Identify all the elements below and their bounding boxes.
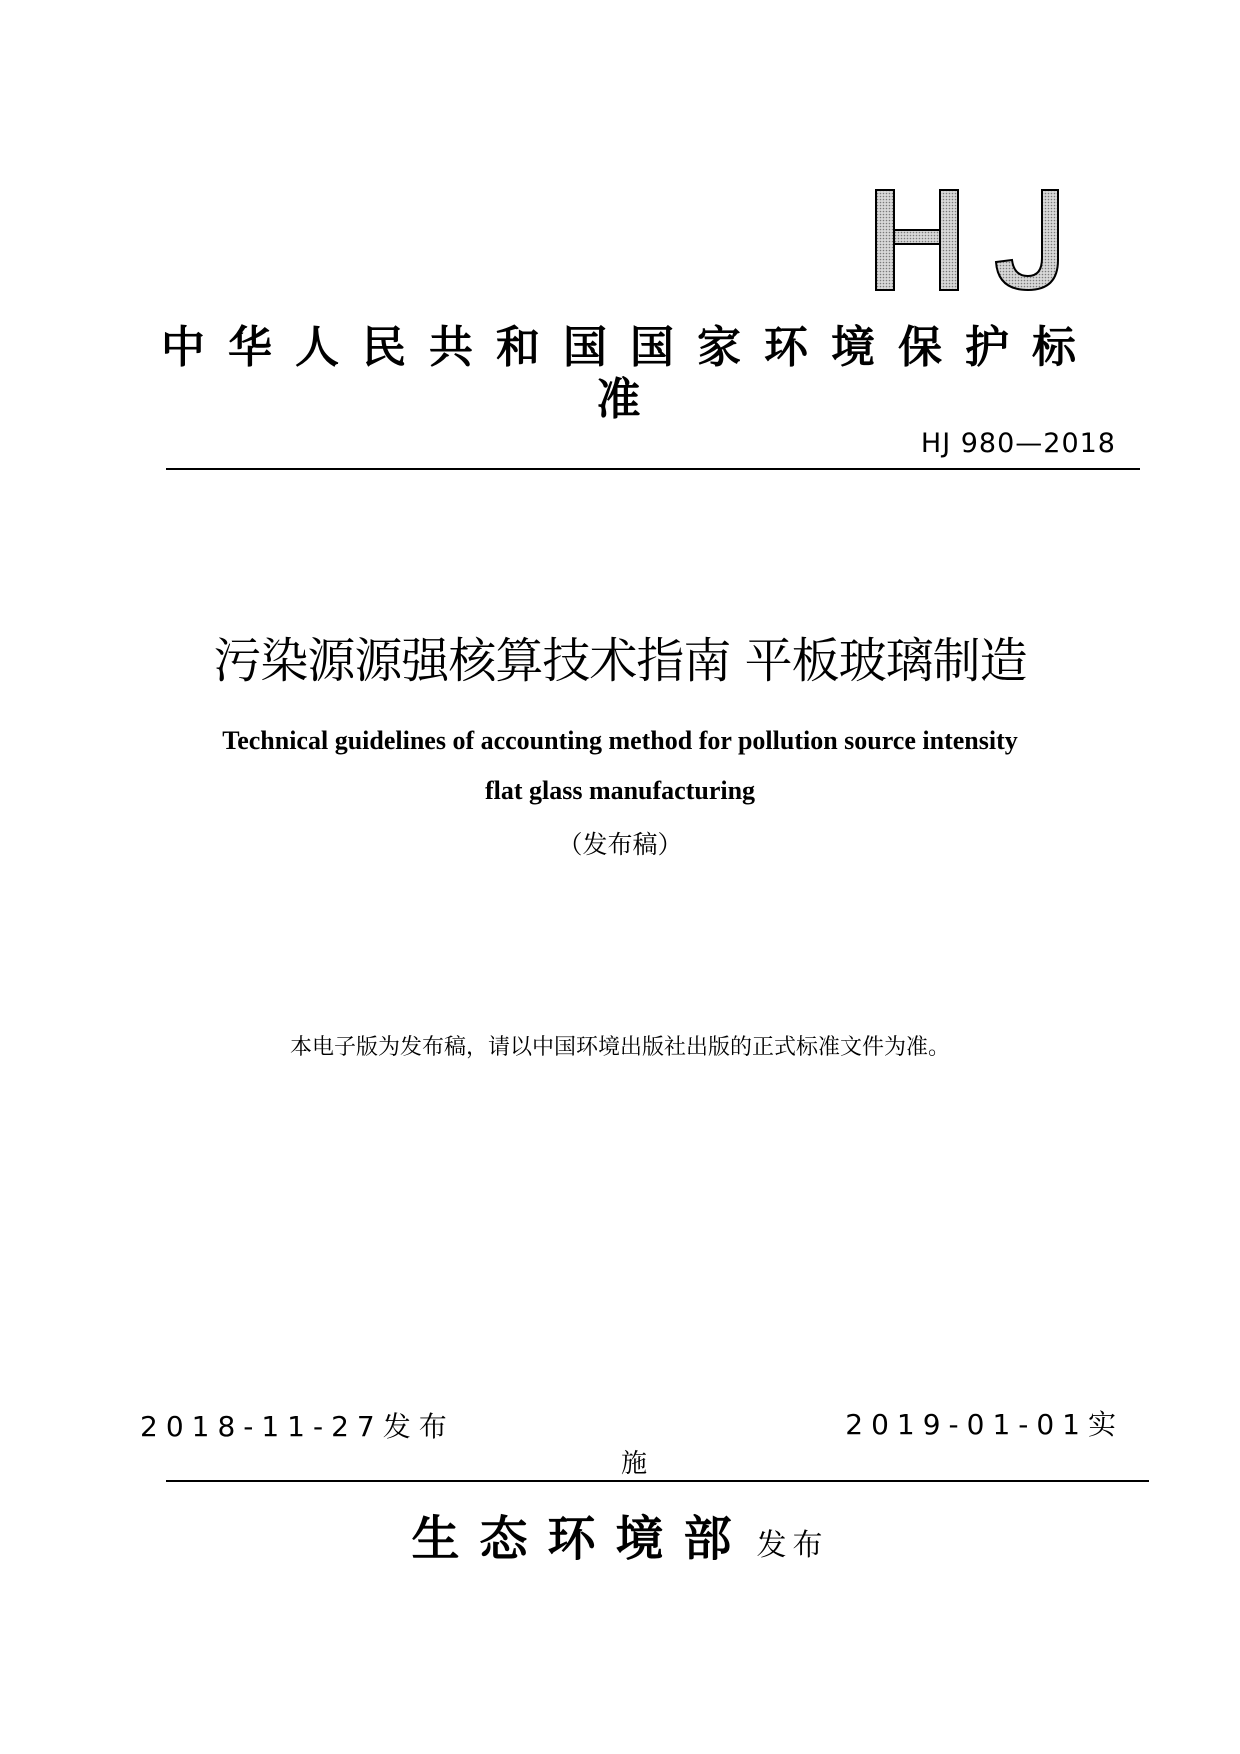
electronic-version-notice: 本电子版为发布稿，请以中国环境出版社出版的正式标准文件为准。 [289,1035,950,1060]
effective-date: 2019-01-01实 [845,1408,1124,1441]
effective-date-wrap: 施 [620,1449,647,1479]
issue-date: 2018-11-27发布 [140,1410,455,1443]
issuer-block [0,1500,1240,1569]
standard-category-title: 中华人民共和国国家环境保护标准 [161,322,1099,425]
hj-standard-logo-icon [870,186,1090,296]
header-divider [166,468,1140,470]
draft-status-label: （发布稿） [557,830,683,859]
issuer-name: 生态环境部 [411,1511,752,1567]
document-title-chinese: 污染源源强核算技术指南 平板玻璃制造 [213,633,1027,689]
issuer-suffix: 发布 [756,1528,829,1563]
standard-number: HJ 980—2018 [920,428,1116,459]
footer-divider [166,1480,1149,1482]
document-title-english-line-2: flat glass manufacturing [484,776,756,805]
document-title-english-line-1: Technical guidelines of accounting method for pollution source intensity [222,726,1018,755]
